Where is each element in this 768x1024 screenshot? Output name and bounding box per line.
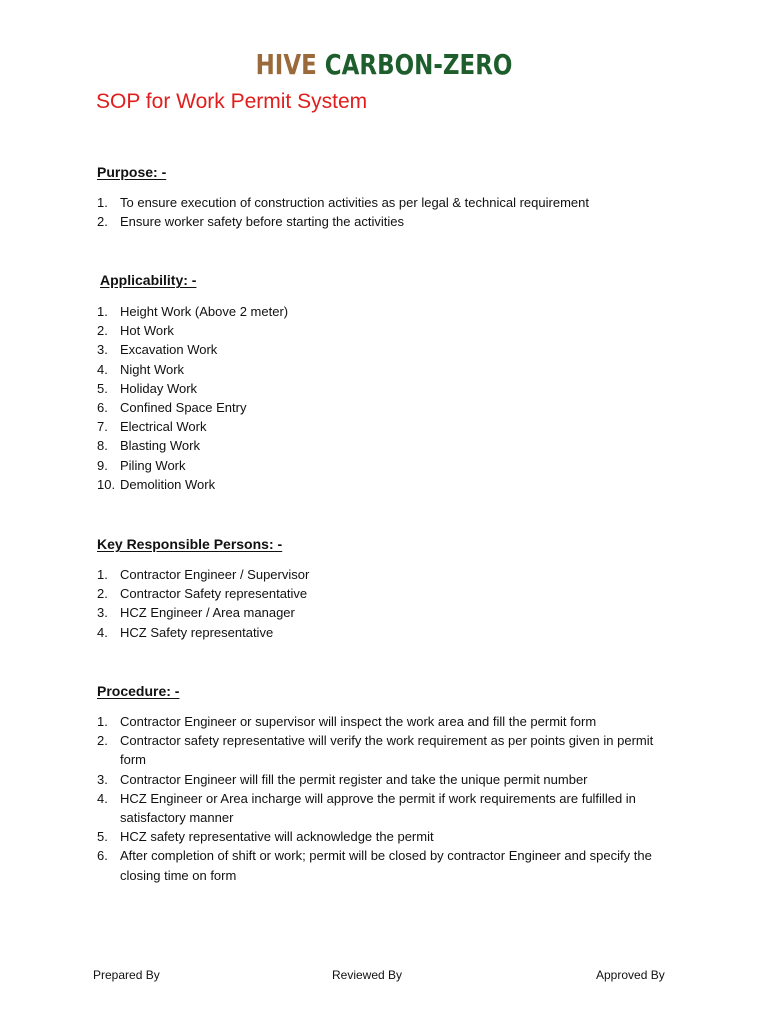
purpose-heading: Purpose: - bbox=[97, 164, 167, 180]
procedure-list bbox=[97, 712, 682, 885]
applicability-list bbox=[97, 302, 687, 494]
prepared-by-label: Prepared By bbox=[93, 968, 160, 982]
list-item: 6. After completion of shift or work; permit will be closed by contractor Engineer and specify the closing time on form bbox=[97, 848, 652, 883]
list-item: 7. Electrical Work bbox=[97, 419, 207, 435]
list-item: 1. Height Work (Above 2 meter) bbox=[97, 304, 289, 319]
responsible-list bbox=[97, 565, 687, 642]
approved-by-label: Approved By bbox=[596, 968, 665, 982]
list-item: 5. HCZ safety representative will acknowledge the permit bbox=[97, 829, 434, 845]
list-item: 9. Piling Work bbox=[97, 457, 186, 473]
list-item: 1. Contractor Engineer or supervisor will inspect the work area and fill the permit form bbox=[97, 714, 597, 729]
brand-hive: HIVE bbox=[255, 48, 317, 81]
list-item: 1. Contractor Engineer / Supervisor bbox=[97, 567, 310, 582]
list-item: 4. Night Work bbox=[97, 361, 185, 377]
responsible-heading: Key Responsible Persons: - bbox=[97, 536, 283, 552]
list-item: 1. To ensure execution of construction activities as per legal & technical requirement bbox=[97, 195, 589, 210]
list-item: 2. Hot Work bbox=[97, 323, 174, 339]
list-item: 6. Confined Space Entry bbox=[97, 400, 247, 416]
list-item: 5. Holiday Work bbox=[97, 380, 198, 396]
reviewed-by-label: Reviewed By bbox=[332, 968, 403, 982]
list-item: 4. HCZ Safety representative bbox=[97, 624, 274, 640]
list-item: 8. Blasting Work bbox=[97, 438, 200, 454]
list-item: 2. Contractor Safety representative bbox=[97, 586, 308, 602]
brand-carbon-zero: CARBON-ZERO bbox=[324, 48, 513, 81]
applicability-heading: Applicability: - bbox=[100, 272, 197, 288]
list-item: 2. Ensure worker safety before starting the activities bbox=[97, 214, 404, 230]
list-item: 3. Excavation Work bbox=[97, 342, 218, 358]
procedure-heading: Procedure: - bbox=[97, 683, 180, 699]
list-item: 4. HCZ Engineer or Area incharge will approve the permit if work requirements are fulfilled in satisfactory manner bbox=[97, 790, 636, 826]
document-title: SOP for Work Permit System bbox=[96, 90, 368, 113]
list-item: 3. Contractor Engineer will fill the permit register and take the unique permit number bbox=[97, 771, 588, 787]
purpose-list bbox=[97, 193, 687, 231]
list-item: 2. Contractor safety representative will verify the work requirement as per points given in permit form bbox=[97, 733, 654, 768]
list-item: 3. HCZ Engineer / Area manager bbox=[97, 605, 295, 621]
list-item: 10. Demolition Work bbox=[97, 476, 216, 492]
brand-logo bbox=[69, 48, 699, 81]
